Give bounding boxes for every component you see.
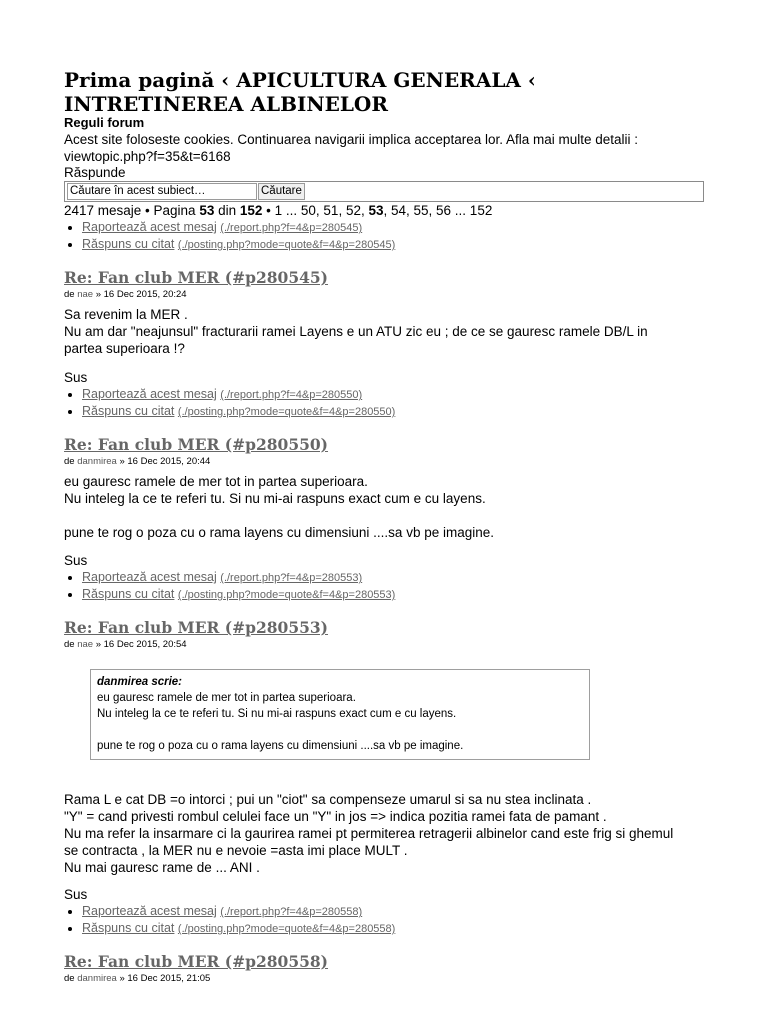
- post-title[interactable]: Re: Fan club MER (#p280545): [64, 268, 329, 287]
- pagination-prefix: 2417 mesaje • Pagina: [64, 203, 200, 218]
- search-button[interactable]: Căutare: [258, 183, 305, 200]
- report-item[interactable]: [82, 903, 395, 920]
- current-page: 53: [199, 203, 215, 218]
- quote-url[interactable]: (./posting.php?mode=quote&f=4&p=280558): [177, 923, 396, 935]
- report-item[interactable]: [82, 386, 395, 403]
- search-input[interactable]: Căutare în acest subiect…: [67, 183, 257, 200]
- quote-label[interactable]: Răspuns cu citat: [82, 587, 175, 601]
- page-links-next[interactable]: , 54, 55, 56 ... 152: [383, 203, 493, 218]
- post-line: partea superioara !?: [64, 341, 185, 356]
- post-line: Nu am dar "neajunsul" fracturarii ramei Layens e un ATU zic eu ; de ce se gauresc ramele DB/L in: [64, 324, 648, 339]
- report-url[interactable]: (./report.php?f=4&p=280558): [220, 906, 363, 918]
- post-author[interactable]: nae: [77, 639, 94, 650]
- back-to-top-link[interactable]: Sus: [64, 553, 88, 568]
- reply-link[interactable]: Răspunde: [64, 165, 126, 180]
- quote-author: danmirea scrie:: [97, 676, 183, 688]
- meta-prefix: de: [64, 456, 78, 467]
- quote-item[interactable]: [82, 403, 395, 420]
- post-meta: [64, 973, 210, 985]
- quoted-message: [90, 669, 590, 760]
- quote-label[interactable]: Răspuns cu citat: [82, 237, 175, 251]
- post-author[interactable]: danmirea: [77, 456, 117, 467]
- report-label[interactable]: Raportează acest mesaj: [82, 220, 217, 234]
- report-label[interactable]: Raportează acest mesaj: [82, 387, 217, 401]
- report-url[interactable]: (./report.php?f=4&p=280553): [220, 572, 363, 584]
- post-actions: [64, 569, 395, 603]
- cookie-notice-line: Acest site foloseste cookies. Continuarea navigarii implica acceptarea lor. Afla mai multe detalii :: [64, 132, 639, 147]
- report-item[interactable]: [82, 219, 395, 236]
- post-line: Nu mai gauresc rame de ... ANI .: [64, 860, 260, 875]
- quote-label[interactable]: Răspuns cu citat: [82, 921, 175, 935]
- post-author[interactable]: nae: [77, 289, 94, 300]
- quote-url[interactable]: (./posting.php?mode=quote&f=4&p=280550): [177, 406, 396, 418]
- quote-line: eu gauresc ramele de mer tot in partea superioara.: [97, 692, 356, 704]
- meta-prefix: de: [64, 289, 78, 300]
- current-page-marker: 53: [368, 203, 384, 218]
- quote-item[interactable]: [82, 236, 395, 253]
- report-url[interactable]: (./report.php?f=4&p=280545): [220, 222, 363, 234]
- post-meta: [64, 639, 187, 651]
- post-content: [64, 791, 704, 876]
- post-meta: [64, 456, 210, 468]
- report-label[interactable]: Raportează acest mesaj: [82, 904, 217, 918]
- post-meta: [64, 289, 187, 301]
- post-line: pune te rog o poza cu o rama layens cu dimensiuni ....sa vb pe imagine.: [64, 525, 494, 540]
- topic-search-bar: [64, 181, 704, 202]
- post-line: Nu inteleg la ce te referi tu. Si nu mi-ai raspuns exact cum e cu layens.: [64, 491, 486, 506]
- post-actions: [64, 903, 395, 937]
- back-to-top-link[interactable]: Sus: [64, 370, 88, 385]
- post-date: » 16 Dec 2015, 20:24: [93, 289, 187, 300]
- post-content: [64, 306, 704, 357]
- post-line: Nu ma refer la insarmare ci la gaurirea ramei pt permiterea retragerii albinelor cand este frig si ghemul: [64, 826, 674, 841]
- quote-url[interactable]: (./posting.php?mode=quote&f=4&p=280553): [177, 589, 396, 601]
- post-title[interactable]: Re: Fan club MER (#p280553): [64, 618, 329, 637]
- meta-prefix: de: [64, 973, 78, 984]
- pagination: [64, 202, 492, 219]
- top-actions: [64, 219, 395, 253]
- quote-item[interactable]: [82, 586, 395, 603]
- report-url[interactable]: (./report.php?f=4&p=280550): [220, 389, 363, 401]
- post-line: "Y" = cand privesti rombul celulei face un "Y" in jos => indica pozitia ramei fata de pamant .: [64, 809, 607, 824]
- post-content: [64, 473, 704, 541]
- total-pages: 152: [239, 203, 263, 218]
- post-actions: [64, 386, 395, 420]
- pagination-of: din: [214, 203, 240, 218]
- quote-line: Nu inteleg la ce te referi tu. Si nu mi-ai raspuns exact cum e cu layens.: [97, 708, 457, 720]
- post-date: » 16 Dec 2015, 20:44: [116, 456, 211, 467]
- quote-line: pune te rog o poza cu o rama layens cu dimensiuni ....sa vb pe imagine.: [97, 740, 464, 752]
- post-author[interactable]: danmirea: [77, 973, 117, 984]
- post-line: Rama L e cat DB =o intorci ; pui un "ciot" sa compenseze umarul si sa nu stea inclinata .: [64, 792, 592, 807]
- quote-url[interactable]: (./posting.php?mode=quote&f=4&p=280545): [177, 239, 396, 251]
- post-title[interactable]: Re: Fan club MER (#p280558): [64, 952, 329, 971]
- quote-label[interactable]: Răspuns cu citat: [82, 404, 175, 418]
- cookie-notice: [64, 131, 704, 165]
- post-line: Sa revenim la MER .: [64, 307, 188, 322]
- page-title: Prima pagină ‹ APICULTURA GENERALA ‹ INTRETINEREA ALBINELOR: [64, 68, 536, 116]
- post-line: eu gauresc ramele de mer tot in partea superioara.: [64, 474, 368, 489]
- post-date: » 16 Dec 2015, 20:54: [93, 639, 187, 650]
- post-line: se contracta , la MER nu e nevoie =asta imi place MULT .: [64, 843, 408, 858]
- back-to-top-link[interactable]: Sus: [64, 887, 88, 902]
- quote-item[interactable]: [82, 920, 395, 937]
- meta-prefix: de: [64, 639, 78, 650]
- report-label[interactable]: Raportează acest mesaj: [82, 570, 217, 584]
- report-item[interactable]: [82, 569, 395, 586]
- post-date: » 16 Dec 2015, 21:05: [116, 973, 211, 984]
- page-links[interactable]: • 1 ... 50, 51, 52,: [262, 203, 369, 218]
- cookie-details-link[interactable]: viewtopic.php?f=35&t=6168: [64, 149, 231, 164]
- forum-rules-link[interactable]: Reguli forum: [64, 115, 145, 130]
- post-title[interactable]: Re: Fan club MER (#p280550): [64, 435, 329, 454]
